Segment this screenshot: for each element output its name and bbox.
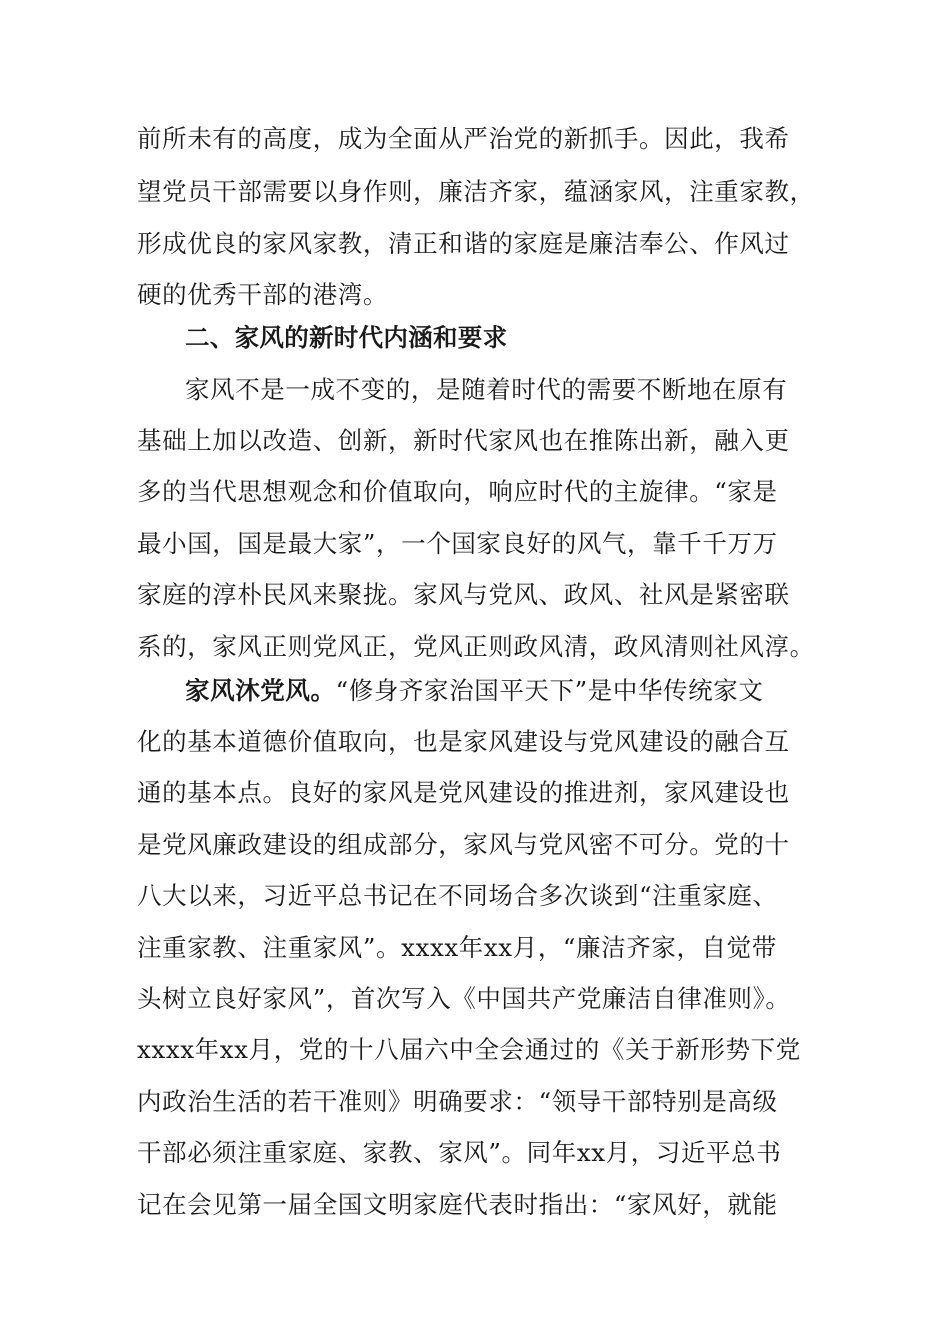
text-line: 家庭的淳朴民风来聚拢。家风与党风、政风、社风是紧密联 bbox=[137, 580, 790, 609]
text-line: 头树立良好家风”，首次写入《中国共产党廉洁自律准则》。 bbox=[137, 984, 791, 1013]
text-line: 系的，家风正则党风正，党风正则政风清，政风清则社风淳。 bbox=[137, 632, 815, 661]
text-line: 记在会见第一届全国文明家庭代表时指出：“家风好，就能 bbox=[137, 1190, 778, 1219]
text-line: 家风不是一成不变的，是随着时代的需要不断地在原有 bbox=[185, 375, 788, 404]
text-line: 望党员干部需要以身作则，廉洁齐家，蕴涵家风，注重家教， bbox=[137, 177, 815, 206]
section-heading: 二、家风的新时代内涵和要求 bbox=[185, 323, 508, 352]
text-line: 化的基本道德价值取向，也是家风建设与党风建设的融合互 bbox=[137, 727, 790, 756]
text-line: 基础上加以改造、创新，新时代家风也在推陈出新，融入更 bbox=[137, 426, 790, 455]
text-line: 注重家教、注重家风”。xxxx年xx月，“廉洁齐家，自觉带 bbox=[137, 933, 777, 962]
text-line: 是党风廉政建设的组成部分，家风与党风密不可分。党的十 bbox=[137, 830, 790, 859]
text-line: 硬的优秀干部的港湾。 bbox=[137, 280, 388, 309]
paragraph-lead-line bbox=[185, 671, 865, 711]
text-line: 八大以来，习近平总书记在不同场合多次谈到“注重家庭、 bbox=[137, 881, 778, 910]
text-line: 多的当代思想观念和价值取向，响应时代的主旋律。“家是 bbox=[137, 477, 778, 506]
text-run: “修身齐家治国平天下”是中华传统家文 bbox=[335, 676, 764, 705]
text-line: 内政治生活的若干准则》明确要求：“领导干部特别是高级 bbox=[137, 1087, 778, 1116]
text-line: 形成优良的家风家教，清正和谐的家庭是廉洁奉公、作风过 bbox=[137, 229, 790, 258]
text-line: 干部必须注重家庭、家教、家风”。同年xx月，习近平总书 bbox=[137, 1138, 782, 1167]
text-line: 通的基本点。良好的家风是党风建设的推进剂，家风建设也 bbox=[137, 778, 790, 807]
bold-lead-phrase: 家风沐党风。 bbox=[185, 676, 336, 705]
text-line: xxxx年xx月，党的十八届六中全会通过的《关于新形势下党 bbox=[137, 1035, 801, 1064]
text-line: 最小国，国是最大家”，一个国家良好的风气，靠千千万万 bbox=[137, 529, 778, 558]
text-line: 前所未有的高度，成为全面从严治党的新抓手。因此，我希 bbox=[137, 124, 790, 153]
